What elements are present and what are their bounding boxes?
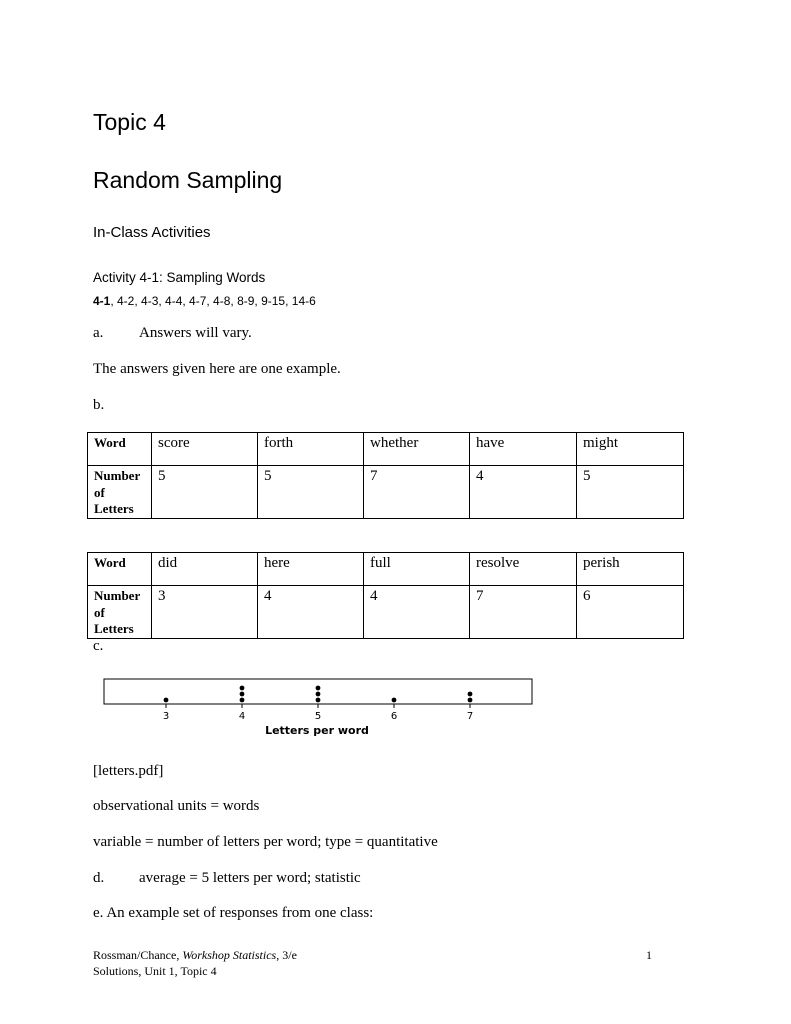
table2-letters-cell: 3 xyxy=(152,586,258,639)
x-tick-label: 3 xyxy=(162,711,170,722)
table1-word-cell: whether xyxy=(364,433,470,466)
part-a-text: Answers will vary. xyxy=(139,325,252,341)
dot-point xyxy=(316,698,321,703)
example-note: The answers given here are one example. xyxy=(93,361,341,377)
x-tick-label: 5 xyxy=(314,711,322,722)
page-number: 1 xyxy=(646,948,652,962)
x-tick-label: 7 xyxy=(466,711,474,722)
section-heading: In-Class Activities xyxy=(93,224,211,241)
activity-ref-others: , 4-2, 4-3, 4-4, 4-7, 4-8, 8-9, 9-15, 14-6 xyxy=(110,294,316,308)
table1-word-cell: forth xyxy=(258,433,364,466)
part-a-label: a. xyxy=(93,325,104,341)
part-d-label: d. xyxy=(93,870,105,886)
table2-letters-cell: 7 xyxy=(470,586,577,639)
dot-point xyxy=(468,692,473,697)
table2-letters-cell: 4 xyxy=(364,586,470,639)
header-line: Number xyxy=(94,588,141,603)
header-line: of xyxy=(94,484,105,500)
topic-heading: Topic 4 xyxy=(93,109,166,135)
table1-word-cell: might xyxy=(577,433,684,466)
dot-marks xyxy=(164,686,473,703)
table2-letters-cell: 4 xyxy=(258,586,364,639)
dot-point xyxy=(316,686,321,691)
table-row xyxy=(88,433,684,466)
table1-letters-cell: 4 xyxy=(470,466,577,519)
dot-point xyxy=(316,692,321,697)
table-row xyxy=(88,466,684,519)
footer-authors: Rossman/Chance, xyxy=(93,948,183,962)
table-row xyxy=(88,586,684,639)
x-tick-label: 6 xyxy=(390,711,398,722)
table1-word-cell: have xyxy=(470,433,577,466)
activity-heading: Activity 4-1: Sampling Words xyxy=(93,270,266,285)
table2-word-cell: perish xyxy=(577,553,684,586)
header-line: of xyxy=(94,604,105,620)
dot-point xyxy=(392,698,397,703)
table-row xyxy=(88,553,684,586)
part-e-text: e. An example set of responses from one class: xyxy=(93,905,374,921)
dot-point xyxy=(240,686,245,691)
word-table-2 xyxy=(87,552,684,639)
table1-letters-header xyxy=(88,466,152,519)
table1-letters-cell: 5 xyxy=(258,466,364,519)
dot-point xyxy=(164,698,169,703)
table2-word-cell: resolve xyxy=(470,553,577,586)
table1-letters-cell: 7 xyxy=(364,466,470,519)
table2-letters-header xyxy=(88,586,152,639)
table1-letters-cell: 5 xyxy=(152,466,258,519)
activity-references xyxy=(93,294,316,308)
part-b-label: b. xyxy=(93,397,105,413)
footer-section: Solutions, Unit 1, Topic 4 xyxy=(93,964,217,978)
table2-word-cell: did xyxy=(152,553,258,586)
observational-units: observational units = words xyxy=(93,798,260,814)
file-reference: [letters.pdf] xyxy=(93,763,164,779)
header-line: Number xyxy=(94,468,141,483)
footer-book-title: Workshop Statistics xyxy=(182,948,277,962)
dot-point xyxy=(240,692,245,697)
page-title: Random Sampling xyxy=(93,167,283,193)
part-c-label: c. xyxy=(93,638,104,654)
footer-citation xyxy=(93,948,297,963)
table1-letters-cell: 5 xyxy=(577,466,684,519)
table2-word-cell: here xyxy=(258,553,364,586)
letters-dotplot xyxy=(100,676,540,742)
word-table-1 xyxy=(87,432,684,519)
dot-point xyxy=(240,698,245,703)
part-d-text: average = 5 letters per word; statistic xyxy=(139,870,361,886)
x-axis-label: Letters per word xyxy=(265,724,369,737)
table2-word-header: Word xyxy=(88,553,152,586)
footer-edition: , 3/e xyxy=(276,948,297,962)
table2-word-cell: full xyxy=(364,553,470,586)
variable-line: variable = number of letters per word; type = quantitative xyxy=(93,834,438,850)
header-line: Letters xyxy=(94,621,134,636)
table2-letters-cell: 6 xyxy=(577,586,684,639)
dot-point xyxy=(468,698,473,703)
table1-word-cell: score xyxy=(152,433,258,466)
header-line: Letters xyxy=(94,501,134,516)
x-tick-label: 4 xyxy=(238,711,246,722)
activity-ref-primary: 4-1 xyxy=(93,294,111,308)
table1-word-header: Word xyxy=(88,433,152,466)
tick-labels xyxy=(163,704,473,722)
